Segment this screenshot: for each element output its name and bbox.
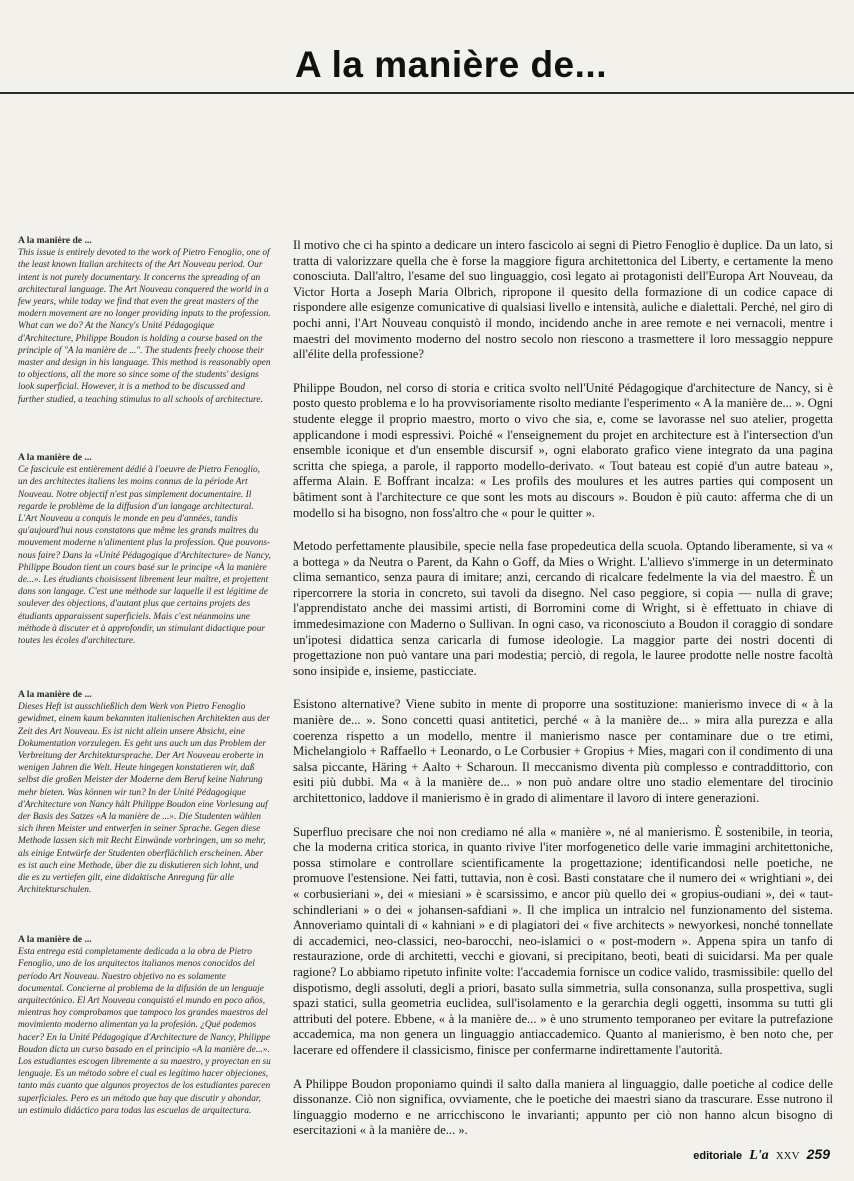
page-number: 259 — [806, 1146, 830, 1162]
footer-volume: XXV — [775, 1150, 800, 1162]
magazine-logo: L'a — [749, 1148, 769, 1163]
body-paragraph: Philippe Boudon, nel corso di storia e critica svolto nell'Unité Pédagogique d'architecture de Nancy, si è posto questo problema e lo ha provvisoriamente risolto mediante l'esperimento « A la manière de... ». Ogni studente elegge il proprio maestro, morto o vivo che sia, e, come se lavorasse nel suo atelier, progetta applicandone i modi espressivi. Poiché « l'enseignement du projet en architecture est à l'intersection d'un ensemble iconique et d'un ensemble discursif », ogni elaborato grafico viene integrato da una pagina scritta che spiega, a parole, il rapporto modello-derivato. « Tout bateau est copié d'un autre bateau », afferma Alain. E Boffrant incalza: « Les profils des moulures et les autres parties qui composent un bâtiment sont à l'architecture ce que sont les mots au discours ». Boudon è più cauto: afferma che di un modello si ha bisogno, non foss'altro che « pour le quitter ». — [293, 380, 833, 520]
summary-text: Dieses Heft ist ausschließlich dem Werk von Pietro Fenoglio gewidmet, einem kaum bekannten italienischen Architekten aus der Zeit des Art Nouveau. Es ist nicht allein unsere Absicht, eine Dokumentation vorzulegen. Es geht uns auch um das Problem der Verbreitung der Architektursprache. Der Art Nouveau eroberte in wenigen Jahren die Welt. Heute hingegen konstatieren wir, daß selbst die großen Meister der Moderne dem Beruf keine Nahrung mehr bieten. Was können wir tun? In der Unité Pédagogique d'Architecture von Nancy hält Philippe Boudon eine Vorlesung auf der Basis des Satzes «A la manière de ...». Die Studenten wählen sich ihren Meister und entwerfen in seiner Sprache. Gegen diese Methode lassen sich mit Recht Einwände vorbringen, um so mehr, als einige Entwürfe der Studenten oberflächlich erscheinen. Aber es ist auch eine Methode, über die zu diskutieren sich lohnt, und die es zu vertiefen gilt, eine didaktische Anregung für alle Architekturschulen. — [18, 702, 271, 896]
body-paragraph: A Philippe Boudon proponiamo quindi il salto dalla maniera al linguaggio, dalle poetiche al codice delle dissonanze. Ciò non significa, ovviamente, che le poetiche dei maestri siano da trascurare. Esse nutrono il linguaggio moderno e ne arricchiscono le invarianti; appunto per ciò non hanno alcun bisogno di esercitazioni « à la manière de... ». — [293, 1076, 833, 1138]
summary-spanish — [18, 934, 271, 1117]
body-paragraph: Metodo perfettamente plausibile, specie nella fase propedeutica della scuola. Optando liberamente, si va « a bottega » da Neutra o Parent, da Kahn o Goff, da Mies o Wright. L'allievo s'immerge in un determinato clima semantico, senza paura di imitare; anzi, cercando di ricalcare fedelmente la via del maestro. È un ripercorrere la storia in concreto, sui tavoli da disegno. Nel caso peggiore, si copia — nulla di grave; l'apprendistato anche dei massimi artisti, di Borromini come di Wright, si è effettuato in chiave di immedesimazione con Maderno o Sullivan. In ogni caso, va riconosciuto a Boudon il coraggio di sondare un'ipotesi didattica senza caricarla di fumose ideologie. La maggior parte dei nostri docenti di progettazione non può vantare una pari modestia; perciò, di regola, le lauree prodotte nelle nostre facoltà sono insipide e, insieme, pasticciate. — [293, 539, 833, 678]
body-paragraph: Superfluo precisare che noi non crediamo né alla « manière », né al manierismo. È sostenibile, in teoria, che la moderna critica storica, in quanto rivive l'iter morfogenetico delle varie immagini architettoniche, possa stimolare e controllare scientificamente la progettazione; identificandosi nelle poetiche, ne promuove l'estensione. Nei fatti, tuttavia, non è così. Basti constatare che il numero dei « wrightiani », dei « corbusieriani », dei « miesiani » è scarsissimo, e ancor più quello dei « gropius-oudiani », dei « taut-schindleriani » o dei « johansen-safdiani ». Il che implica un intralcio nel funzionamento del sistema. Annoveriamo quintali di « kahniani » e di plagiatori dei « five architects » newyorkesi, nonché tonnellate di accademici, neo-classici, neo-barocchi, neo-islamici o « post-modern ». Appena spira un tanfo di restaurazione, orde di architetti, vecchi e giovani, si precipitano, beoti, beati di suicidarsi. Ma per quale ragione? Lo abbiamo ripetuto infinite volte: l'accademia fornisce un codice valido, trasmissibile: quello del dispotismo, degli assoluti, degli a priori, basato sulla simmetria, sulla consonanza, sulla prospettiva, sugli spazi statici, sulla geometria euclidea, sull'isolamento e la gerarchia degli oggetti, insomma su tutti gli attributi del potere. Ebbene, « à la manière de... » è uno strumento temporaneo per evitare la putrefazione accademica, ma non genera un linguaggio antiaccademico. Quanto al manierismo, è ben noto che, per lacerare ed offendere il classicismo, finisce per confermarne indirettamente l'autorità. — [293, 824, 833, 1057]
page-title: A la manière de... — [295, 44, 607, 85]
body-paragraph: Il motivo che ci ha spinto a dedicare un intero fascicolo ai segni di Pietro Fenoglio è duplice. Da un lato, si tratta di valorizzare quella che è forse la maggiore figura architettonica del Liberty, e certamente la meno conosciuta. Dall'altro, l'esame del suo linguaggio, così legato ai protagonisti dell'Europa Art Nouveau, da Victor Horta a Joseph Maria Olbrich, ripropone il quesito della formazione di un codice capace di rispondere alle esigenze comunicative di qualsiasi livello e intensità, auliche e dialettali. Perché, nel giro di pochi anni, l'Art Nouveau conquistò il mondo, incidendo anche in aree remote e nei vernacoli, mentre i maestri del movimento moderno del nostro secolo non riescono a trasmettere il loro messaggio neppure all'élite della professione? — [293, 238, 833, 362]
summary-heading: A la manière de ... — [18, 235, 92, 246]
summary-german — [18, 689, 271, 896]
page-footer — [693, 1146, 830, 1164]
summary-french — [18, 452, 271, 647]
summary-english — [18, 235, 271, 406]
editorial-body — [293, 238, 833, 1157]
summary-text: This issue is entirely devoted to the work of Pietro Fenoglio, one of the least known Italian architects of the Art Nouveau period. Our intent is not purely documentary. It concerns the spreading of an architectural language. The Art Nouveau conquered the world in a few years, while today we find that even the great masters of the modern movement are no longer providing inputs to the profession. What can we do? At the Nancy's Unité Pédagogique d'Architecture, Philippe Boudon is holding a course based on the principle of "A la manière de ...". The students freely choose their master and design in his language. This method is reasonably open to objections, all the more so since some of the students' designs look superficial. However, it is a method to be discussed and further studied, a teaching stimulus to all schools of architecture. — [18, 248, 271, 405]
body-paragraph: Esistono alternative? Viene subito in mente di proporre una sostituzione: manierismo invece di « à la manière de... ». Sono concetti quasi antitetici, perché « à la manière de... » mira alla purezza e alla coerenza rispetto a un modello, mentre il manierismo nasce per contaminare due o tre etimi, Michelangiolo + Raffaello + Leonardo, o Le Corbusier + Gropius + Mies, magari con il condimento di una salsa piccante, Häring + Aalto + Scharoun. Il meccanismo diventa più complesso e contraddittorio, con esiti più dubbi. Ma « à la manière de... » non può andare oltre uno stadio elementare del tirocinio architettonico, laddove il manierismo è in grado di alimentare il lavoro di intere generazioni. — [293, 697, 833, 805]
summary-heading: A la manière de ... — [18, 452, 92, 463]
footer-section: editoriale — [693, 1150, 743, 1162]
summary-text: Esta entrega está completamente dedicada a la obra de Pietro Fenoglio, uno de los arquitectos italianos menos conocidos del período Art Nouveau. Nuestro objetivo no es solamente documental. Concierne al problema de la difusión de un lenguaje arquitectónico. El Art Nouveau conquistó el mundo en poco años, mientras hoy comprobamos que tampoco los grandes maestros del movimiento moderno alimentan ya la profesión. ¿Qué podemos hacer? En la Unité Pédagogique d'Architecture de Nancy, Philippe Boudon dicta un curso basado en el principio «A la manière de...». Los estudiantes escogen libremente a su maestro, y proyectan en su lenguaje. Es un método sobre el cual es legítimo hacer objeciones, tanto más cuanto que algunos proyectos de los estudiantes parecen superficiales. Pero es un método que hay que discutir y ahondar, un estímulo didáctico para todas las escuelas de arquitectura. — [18, 947, 271, 1116]
summary-text: Ce fascicule est entièrement dédié à l'oeuvre de Pietro Fenoglio, un des architectes italiens les moins connus de la période Art Nouveau. Notre objectif n'est pas simplement documentaire. Il regarde le problème de la diffusion d'un langage architectural. L'Art Nouveau a conquis le monde en peu d'années, tandis qu'aujourd'hui nous constatons que même les grands maîtres du mouvement moderne n'alimentent plus la profession. Que pouvons-nous faire? Dans la «Unité Pédagogique d'Architecture» de Nancy, Philippe Boudon tient un cours basé sur le principe «À la manière de...». Les étudiants choisissent librement leur maître, et projettent dans son langage. C'est une méthode sur laquelle il est légitime de soulever des objections, d'autant plus que certains projets des étudiants apparaissent superficiels. Mais c'est néanmoins une méthode à discuter et à approfondir, un stimulant didactique pour toutes les écoles d'architecture. — [18, 465, 271, 647]
title-rule — [0, 92, 854, 94]
summary-heading: A la manière de ... — [18, 689, 92, 700]
summary-heading: A la manière de ... — [18, 934, 92, 945]
